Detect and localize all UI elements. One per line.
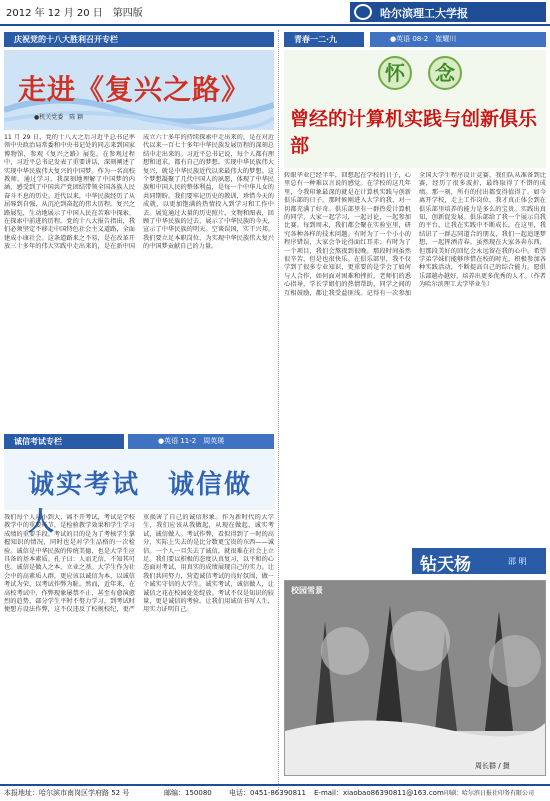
left-top-byline: ●机关党委 陈 颖: [34, 114, 84, 121]
footer-address: 本报地址：哈尔滨市南岗区学府路 52 号: [4, 789, 130, 797]
footer-phone: 电话：0451-86390811: [229, 789, 306, 797]
poem-author: 邵 明: [508, 557, 527, 566]
left-bottom-byline: ●英语 11-2 周英瑛: [158, 437, 225, 445]
left-top-banner: [4, 32, 274, 47]
right-title-box: [284, 50, 546, 168]
huai-char: 怀: [378, 56, 412, 90]
left-top-title: 走进《复兴之路》: [18, 73, 251, 106]
issue-date: 2012 年 12 月 20 日 第四版: [6, 8, 143, 19]
right-byline: ●英语 08-2 崔耀川: [390, 35, 457, 43]
right-title: 曾经的计算机实践与创新俱乐部: [290, 108, 538, 157]
university-logo-icon: [354, 4, 372, 20]
left-top-banner-text: 庆祝党的十八大胜利召开专栏: [14, 35, 118, 44]
left-top-title-box: [4, 50, 274, 130]
right-banner: [284, 32, 364, 47]
column-separator: [278, 30, 279, 790]
photo-credit: 周长群 / 摄: [475, 762, 510, 770]
footer-postcode: 邮编：150080: [164, 789, 212, 797]
right-byline-bar: [370, 32, 546, 47]
campus-photo: [284, 580, 546, 776]
paper-name-bar: [350, 2, 546, 22]
poem-title: 钻天杨: [420, 555, 471, 575]
right-banner-text: 青春一二·九: [294, 35, 338, 44]
footer-rule: [0, 784, 550, 786]
right-body: 转眼毕业已经半年，回想起在学校的日子，心里总有一种难以言说的感觉。在学校的这几年里，令我印象最深的就是在计算机实践与创新俱乐部的日子。那时候刚进入大学的我，对一切都充满了好奇。俱乐部里有一群热爱计算机的同学，大家一起学习，一起讨论，一起参加比赛。每到周末，我们都会聚在实验室里，研究各种各样的技术问题。有时为了一个小小的程序错误，大家会争论得面红耳赤；有时为了一个项目，我们会熬夜到很晚。那段时间虽然很辛苦，但是也很快乐。在俱乐部里，我不仅学到了很多专业知识，更重要的是学会了如何与人合作，如何面对困难和挫折。老师们的悉心指导，学长学姐们的热情帮助，同学之间的互相鼓励，都让我受益匪浅。记得有一次参加全国大学生程序设计竞赛，我们队从准备到比赛，经历了很多波折，最终取得了不错的成绩。那一刻，所有的付出都变得值得了。如今离开学校，走上工作岗位，我才真正体会到在俱乐部里培养的能力是多么的宝贵。实践出真知，创新促发展。俱乐部给了我一个展示自我的平台，让我在实践中不断成长。在这里，我结识了一群志同道合的朋友，我们一起追逐梦想，一起挥洒青春。虽然现在大家各奔东西，但那段美好的回忆会永远留在我的心中。希望学弟学妹们能够珍惜在校的时光，积极参加各种实践活动，不断提高自己的综合能力。愿俱乐部越办越好，培养出更多优秀的人才。（作者为哈尔滨理工大学毕业生）: [284, 172, 546, 297]
page-footer: [4, 788, 546, 800]
photo-caption: 校园雪景: [291, 586, 323, 595]
nian-char: 念: [428, 56, 462, 90]
left-top-body: 11 月 29 日，党的十八大之后习近平总书记率领中央政治局常委和中央书记处的同志来到国家博物馆，参观《复兴之路》展览。在参观过程中，习近平总书记发表了重要讲话，深刻阐述了实现中华民族伟大复兴的中国梦。作为一名高校教师，通过学习，我深刻地理解了中国梦的内涵，感受到了中国共产党团结带领全国各族人民奋斗不息的历史。近代以来，中华民族经历了从屈辱到自强、从沉沦到奋起的伟大历程。复兴之路展览，生动地展示了中国人民在苦难中探索、在探索中前进的历程。党的十八大报告指出，我们必须坚定不移走中国特色社会主义道路，全面建成小康社会。这条道路来之不易，是在改革开放三十多年的伟大实践中走出来的，是在新中国成立六十多年的持续探索中走出来的，是在对近代以来一百七十多年中华民族发展历程的深刻总结中走出来的。习近平总书记说，每个人都有理想和追求，都有自己的梦想。实现中华民族伟大复兴，就是中华民族近代以来最伟大的梦想。这个梦想凝聚了几代中国人的夙愿，体现了中华民族和中国人民的整体利益，是每一个中华儿女的共同期盼。我们要牢记历史的教训，珍惜今天的成就，以更加饱满的热情投入到学习和工作中去。展览通过大量的历史照片、文物和图表，回顾了中华民族的过去，展示了中华民族的今天，宣示了中华民族的明天。空谈误国，实干兴邦。我们要立足本职岗位，为实现中华民族伟大复兴的中国梦贡献自己的力量。: [4, 134, 274, 251]
footer-email: E-mail：xiaobao86390811@163.com: [314, 789, 444, 797]
footer-printer: 印刷：哈尔滨日报社印务有限公司: [444, 790, 535, 797]
left-bottom-title: 诚实考试 诚信做人: [28, 470, 253, 537]
page-header: [0, 0, 550, 24]
poem-title-bar: [412, 548, 546, 574]
header-rule: [0, 24, 550, 26]
left-bottom-byline-bar: [128, 434, 274, 449]
left-bottom-banner-text: 诚信考试专栏: [14, 437, 62, 446]
snow-tree-photo-icon: [285, 581, 546, 776]
paper-name: 哈尔滨理工大学报: [380, 7, 468, 20]
left-bottom-banner: [4, 434, 124, 449]
left-bottom-title-box: [4, 450, 274, 537]
left-bottom-body: 我们每个人从小到大，离不开考试，考试是学校教学中的重要环节，是检验教学效果和学生学习成绩的重要手段。考试的目的是为了考核学生掌握知识的情况，同时也是对学生品格的一次检验。诚信是中华民族的传统美德，也是大学生应具备的基本素质。孔子曰：人而无信，不知其可也。诚信是做人之本，立业之基。大学生作为社会中的高素质人群，更应该以诚信为本，以诚信考试为荣，以考试作弊为耻。然而，近年来，在高校考试中，作弊现象屡禁不止，甚至有愈演愈烈的趋势，部分学生平时不努力学习，到考试时便想方设法作弊，这不仅违反了校规校纪，更严重损害了自己的诚信形象。作为新时代的大学生，我们应该从我做起，从现在做起，诚实考试，诚信做人。考试作弊，看似得到了一时的高分，实际上失去的是比分数更宝贵的东西——诚信。一个人一旦失去了诚信，就很难在社会上立足。我们要以积极的态度认真复习，以平和的心态面对考试，用真实的成绩展现自己的实力。让我们共同努力，营造诚信考试的良好氛围，做一个诚实守信的大学生。诚实考试，诚信做人，让诚信之花在校园处处绽放。考试不仅是知识的较量，更是诚信的考验。让我们用诚信书写人生，用实力证明自己。: [4, 514, 274, 614]
